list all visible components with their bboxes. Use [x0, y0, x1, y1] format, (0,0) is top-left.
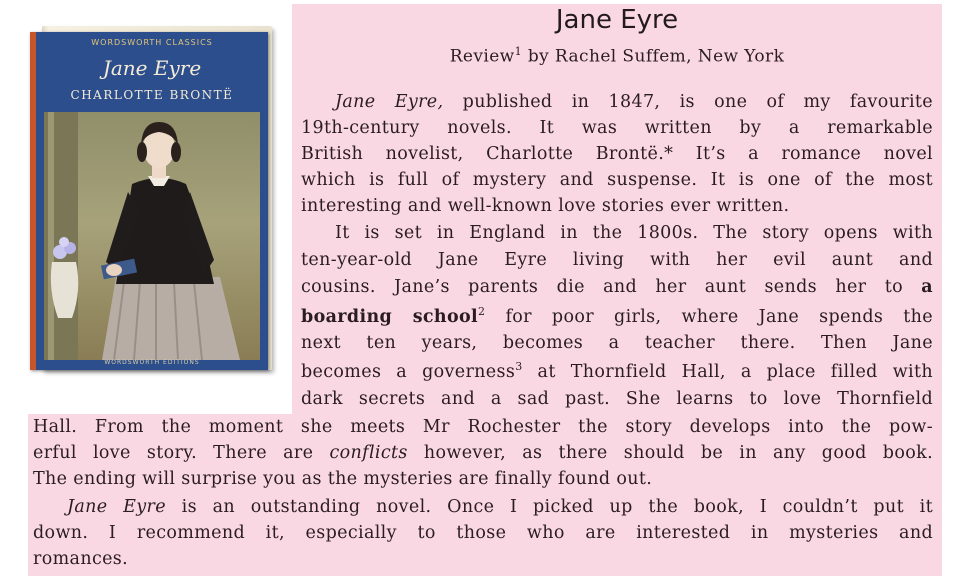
text-line — [33, 466, 933, 492]
text-line — [33, 414, 933, 440]
text-span: published in 1847, is one of my favourite — [443, 92, 933, 112]
book-cover-author: CHARLOTTE BRONTË — [70, 88, 234, 102]
text-span: at Thornfield Hall, a place filled with — [522, 362, 933, 382]
cover-portrait-art — [44, 112, 260, 360]
text-line — [33, 520, 933, 546]
portrait-of-woman-icon — [44, 112, 260, 360]
text-span: dark secrets and a sad past. She learns to love Thornfield — [301, 389, 933, 409]
text-span: becomes a governess — [301, 362, 516, 382]
text-line — [301, 247, 933, 273]
book-cover-image — [24, 22, 274, 374]
text-line — [67, 494, 933, 520]
book-publisher-label: WORDSWORTH EDITIONS — [104, 359, 200, 366]
text-line — [301, 330, 933, 356]
text-span: Hall. From the moment she meets Mr Rochester the story develops into the pow- — [33, 417, 933, 437]
text-line — [301, 386, 933, 412]
italic-term: conflicts — [329, 443, 408, 463]
text-span: is an outstanding novel. Once I picked up the book, I couldn’t put it — [165, 497, 934, 517]
text-span: ten-year-old Jane Eyre living with her evil aunt and — [301, 250, 933, 270]
article-subtitle — [292, 40, 942, 69]
text-span: cousins. Jane’s parents die and her aunt sends her to — [301, 277, 922, 297]
book-cover — [30, 32, 268, 370]
text-span: It is set in England in the 1800s. The story opens with — [335, 223, 933, 243]
text-line — [335, 89, 933, 115]
text-span: interesting and well-known love stories ever written. — [301, 196, 790, 216]
text-line — [301, 193, 933, 219]
text-span: 19th-century novels. It was written by a remarkable — [301, 118, 933, 138]
book-cover-title: Jane Eyre — [102, 56, 202, 80]
text-span: next ten years, becomes a teacher there. Then Jane — [301, 333, 933, 353]
text-span: which is full of mystery and suspense. It is one of the most — [301, 170, 933, 190]
book-series-label: WORDSWORTH CLASSICS — [91, 38, 213, 47]
footnote-marker: 3 — [515, 360, 523, 374]
footnote-marker: 1 — [514, 45, 523, 58]
text-span: British novelist, Charlotte Brontë.* It’s a romance novel — [301, 144, 933, 164]
book-title-italic: Jane Eyre — [67, 497, 166, 517]
text-line — [33, 546, 933, 572]
text-line — [335, 220, 933, 246]
text-line — [33, 440, 933, 466]
text-line — [301, 115, 933, 141]
subtitle-byline: by Rachel Suffem, New York — [522, 46, 785, 67]
text-span: for poor girls, where Jane spends the — [485, 307, 933, 327]
footnote-marker: 2 — [478, 305, 486, 319]
text-span: however, as there should be in any good book. — [407, 443, 933, 463]
text-line — [301, 274, 933, 300]
article-title: Jane Eyre — [555, 5, 679, 35]
text-span: erful love story. There are — [33, 443, 330, 463]
text-span: down. I recommend it, especially to those who are interested in mysteries and — [33, 523, 933, 543]
book-title-italic: Jane Eyre, — [335, 92, 444, 112]
bold-term: a — [921, 277, 933, 297]
text-line — [301, 304, 933, 330]
subtitle-review-word: Review — [449, 46, 515, 67]
bold-term: boarding school — [301, 307, 479, 327]
text-span: The ending will surprise you as the mysteries are finally found out. — [33, 469, 653, 489]
text-line — [301, 167, 933, 193]
text-line — [301, 359, 933, 385]
text-span: romances. — [33, 549, 129, 569]
text-line — [301, 141, 933, 167]
